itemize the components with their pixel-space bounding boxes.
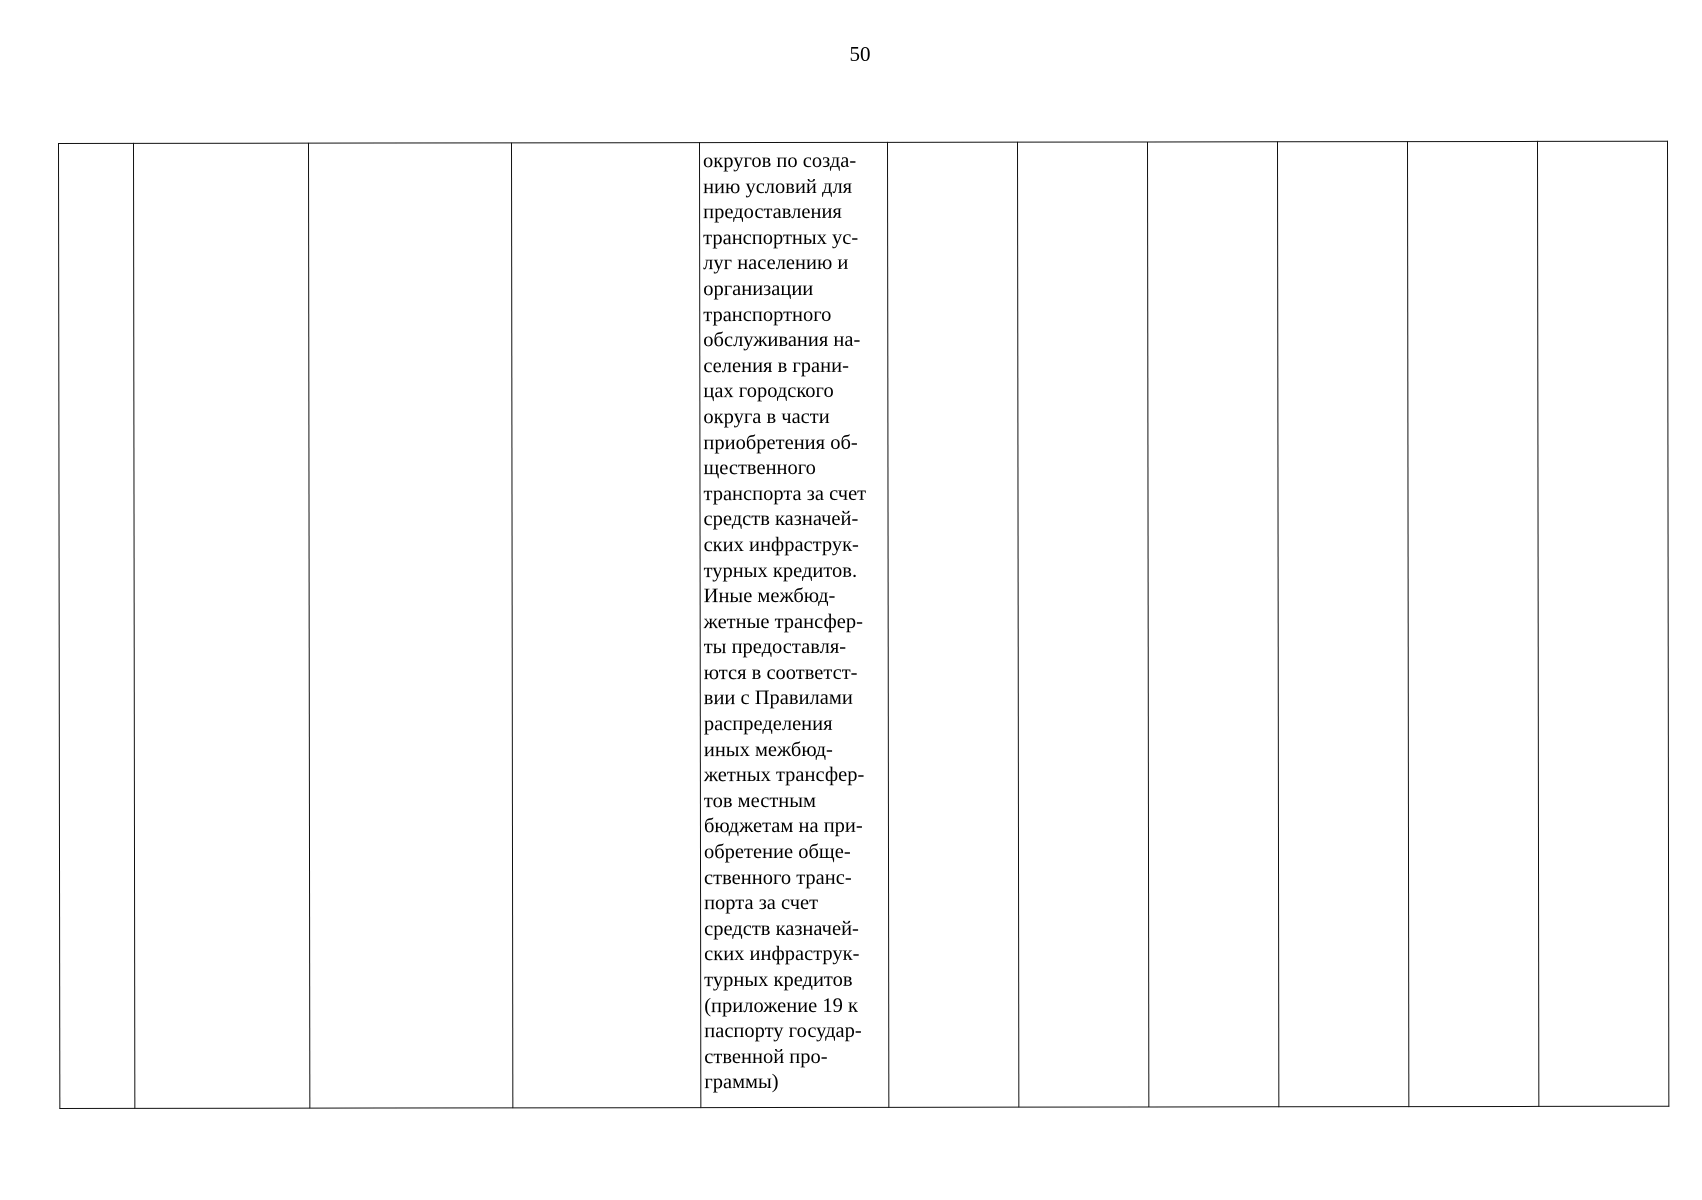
description-line: средств казначей- bbox=[703, 508, 859, 531]
description-line: вии с Правилами bbox=[703, 687, 853, 710]
description-text bbox=[700, 143, 888, 1096]
table-cell-col-2 bbox=[134, 143, 310, 1108]
description-line: транспортных ус- bbox=[703, 226, 859, 249]
data-table bbox=[58, 141, 1669, 1109]
description-line: луг населению и bbox=[703, 252, 849, 275]
description-line: округа в части bbox=[703, 405, 830, 429]
description-line: распределения bbox=[703, 712, 833, 736]
table-cell-col-8 bbox=[1147, 142, 1278, 1107]
description-line: транспорта за счет bbox=[703, 482, 867, 505]
description-line: тов местным bbox=[703, 789, 817, 812]
table-cell-col-11 bbox=[1537, 141, 1668, 1106]
description-line: ских инфраструк- bbox=[704, 943, 860, 966]
table-cell-col-6 bbox=[887, 142, 1018, 1107]
description-line: организации bbox=[703, 277, 814, 301]
description-line: иных межбюд- bbox=[703, 738, 833, 761]
description-line: транспортного bbox=[703, 303, 832, 326]
description-line: турных кредитов bbox=[704, 968, 853, 992]
table-cell-col-9 bbox=[1277, 142, 1408, 1107]
table-row bbox=[59, 141, 1669, 1108]
description-line: паспорту государ- bbox=[704, 1020, 862, 1043]
description-line: обслуживания на- bbox=[703, 329, 861, 352]
description-line: предоставления bbox=[703, 201, 842, 224]
description-line: жетные трансфер- bbox=[703, 610, 863, 633]
description-line: цах городского bbox=[703, 380, 834, 403]
table-cell-col-4 bbox=[512, 143, 701, 1108]
description-line: порта за счет bbox=[704, 892, 819, 915]
description-line: (приложение 19 к bbox=[704, 994, 858, 1017]
description-line: Иные межбюд- bbox=[703, 585, 836, 608]
description-line: обретение обще- bbox=[703, 840, 851, 864]
table-container bbox=[58, 141, 1665, 1109]
description-line: округов по созда- bbox=[703, 149, 857, 173]
page-number: 50 bbox=[849, 42, 871, 66]
table-cell-description bbox=[700, 142, 889, 1107]
description-line: турных кредитов. bbox=[703, 559, 858, 582]
description-line: ственного транс- bbox=[704, 866, 852, 889]
table-cell-col-3 bbox=[309, 143, 513, 1108]
description-line: щественного bbox=[703, 457, 816, 480]
description-line: средств казначей- bbox=[704, 917, 859, 940]
description-line: ются в соответст- bbox=[703, 661, 858, 684]
description-line: ских инфраструк- bbox=[703, 533, 859, 557]
description-line: ственной про- bbox=[704, 1045, 828, 1068]
description-line: жетных трансфер- bbox=[703, 764, 865, 787]
description-line: нию условий для bbox=[703, 175, 853, 198]
description-line: селения в грани- bbox=[703, 354, 849, 377]
table-cell-col-7 bbox=[1017, 142, 1148, 1107]
table-cell-col-10 bbox=[1407, 141, 1538, 1106]
description-line: бюджетам на при- bbox=[703, 815, 863, 838]
table-cell-col-1 bbox=[59, 143, 135, 1108]
description-line: ты предоставля- bbox=[703, 636, 847, 659]
description-line: приобретения об- bbox=[703, 431, 858, 454]
description-line: граммы) bbox=[704, 1071, 779, 1094]
